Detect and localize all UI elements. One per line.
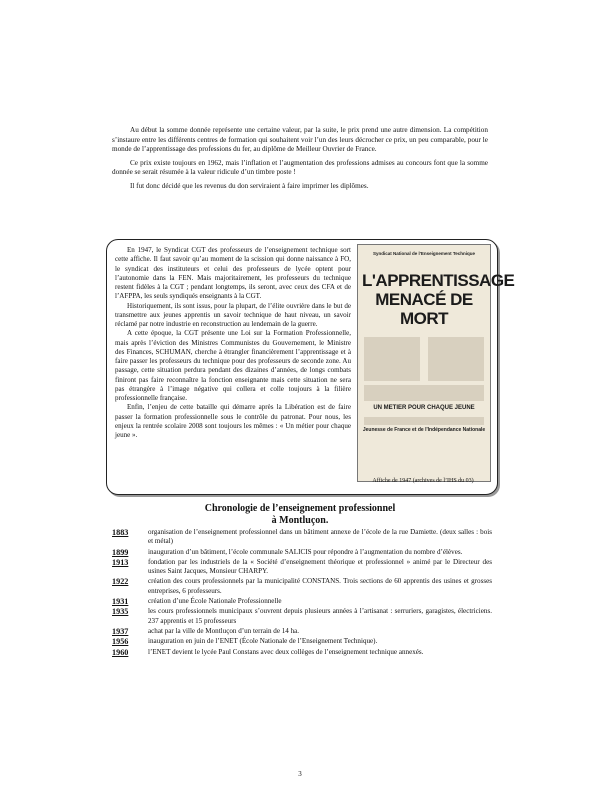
chronology-text: les cours professionnels municipaux s’ouvrent depuis plusieurs années à l’artisanat : serruriers, garagistes, électriciens. 237 apprentis et 15 professeurs: [148, 607, 492, 625]
poster-header: Syndicat National de l'Enseignement Technique: [372, 251, 475, 256]
chronology-year: 1922: [112, 577, 129, 587]
chronology-year: 1956: [112, 637, 129, 647]
chronology-text: inauguration d’un bâtiment, l’école communale SALICIS pour répondre à l’augmentation du nombre d’élèves.: [148, 547, 463, 556]
chronology-item: [112, 637, 492, 646]
chronology-year: 1931: [112, 597, 129, 607]
box-paragraph: A cette époque, la CGT présente une Loi sur la Formation Professionnelle, mais après l’éviction des Ministres Communistes du Gouvernement, le Ministre des Finances, SCHUMAN, cherche à étrangler financièrement l’apprentissage et à faire passer les professeurs du technique pour des professeurs de seconde zone. Au passage, cette situation perdura pendant des dizaines d’années, de longs combats finiront pas faire reconnaître la fonction enseignante mais cette situation ne sera pas étrangère à l’image négative qui collera et colle toujours à la filière professionnelle française.: [115, 329, 351, 402]
chronology-title: [150, 503, 450, 527]
chronology-text: création d’une École Nationale Professionnelle: [148, 597, 282, 606]
chronology-year: 1899: [112, 547, 129, 557]
chronology-text: création des cours professionnels par la municipalité CONSTANS. Trois sections de 60 apprentis des usines et grosses entreprises, 6 professeurs.: [148, 577, 492, 595]
box-paragraph: En 1947, le Syndicat CGT des professeurs de l’enseignement technique sort cette affiche. Il faut savoir qu’au moment de la scission qui donne naissance à FO, le syndicat des instituteurs et celui des professeurs de lycée optent pour l’autonomie dans la FEN. Mais majoritairement, les professeurs du technique restent fidèles à la CGT ; pendant longtemps, ils seront, avec ceux des CFA et de l’AFPPA, les seuls syndiqués enseignants à la CGT.: [115, 246, 351, 301]
chronology-item: [112, 648, 492, 657]
chronology-item: [112, 577, 492, 596]
intro-paragraph: Il fut donc décidé que les revenus du don serviraient à faire imprimer les diplômes.: [130, 181, 369, 190]
chronology-item: [112, 627, 492, 636]
chronology-year: 1937: [112, 626, 129, 636]
poster-text-block: [364, 337, 420, 381]
chronology-item: [112, 597, 492, 606]
intro-section: [112, 126, 488, 196]
box-paragraph: Enfin, l’enjeu de cette bataille qui démarre après la Libération est de faire passer la formation professionnelle sous le contrôle du patronat. Pour nous, les enjeux la rentrée scolaire 2008 sont toujours les mêmes : « Un métier pour chaque jeune ».: [115, 403, 351, 439]
chronology-title-line: à Montluçon.: [271, 515, 329, 526]
intro-paragraph: Ce prix existe toujours en 1962, mais l’inflation et l’augmentation des professions admises au concours font que la somme donnée se serait résumée à la valeur ridicule d’un timbre poste !: [112, 158, 488, 177]
poster-image: [357, 244, 515, 482]
chronology-year: 1935: [112, 607, 129, 617]
poster-caption: Affiche de 1947 (archives de l’IHS du 03): [372, 478, 474, 484]
chronology-text: inauguration en juin de l’ENET (École Nationale de l’Enseignement Technique).: [148, 637, 378, 646]
chronology-item: [112, 548, 492, 557]
chronology-year: 1913: [112, 557, 129, 567]
page-number: 3: [298, 770, 302, 778]
chronology-year: 1883: [112, 528, 129, 537]
poster-footer: Jeunesse de France et de l'Indépendance Nationale: [362, 427, 486, 433]
poster-title: L'APPRENTISSAGE MENACÉ DE MORT: [362, 271, 515, 328]
chronology-item: [112, 528, 492, 547]
chronology-text: fondation par les industriels de la « Société d’enseignement théorique et professionnel » animé par le Directeur des usines Saint Jacques, Monsieur CHARPY.: [148, 557, 492, 576]
chronology-title-line: Chronologie de l’enseignement professionnel: [204, 503, 396, 514]
chronology-list: [112, 528, 492, 658]
chronology-item: [112, 607, 492, 626]
chronology-text: l’ENET devient le lycée Paul Constans avec deux collèges de l’enseignement technique annexés.: [148, 647, 424, 656]
intro-paragraph: Au début la somme donnée représente une certaine valeur, par la suite, le prix prend une autre dimension. La compétition s’instaure entre les différents centres de formation qui souhaitent voir l’un des leurs décrocher ce prix, un peu comparable, pour le monde de l’apprentissage des professions du fer, au diplôme de Meilleur Ouvrier de France.: [112, 126, 488, 154]
poster-text-block: [428, 337, 484, 381]
chronology-item: [112, 558, 492, 577]
sidebar-box: [106, 239, 515, 495]
chronology-text: achat par la ville de Montluçon d’un terrain de 14 ha.: [148, 626, 300, 635]
chronology-year: 1960: [112, 647, 129, 657]
poster-slogan: UN METIER POUR CHAQUE JEUNE: [373, 405, 475, 411]
poster-text-block: [364, 417, 484, 425]
box-paragraph: Historiquement, ils sont issus, pour la plupart, de l’élite ouvrière dans le but de transmettre aux jeunes apprentis un savoir technique de haut niveau, un savoir réclamé par notre industrie en reconstruction au lendemain de la guerre.: [115, 301, 351, 328]
chronology-text: organisation de l’enseignement professionnel dans un bâtiment annexe de l’école de la rue Damiette. (deux salles : bois et métal): [148, 528, 492, 546]
poster-text-block: [364, 385, 484, 401]
box-text: [115, 246, 351, 440]
